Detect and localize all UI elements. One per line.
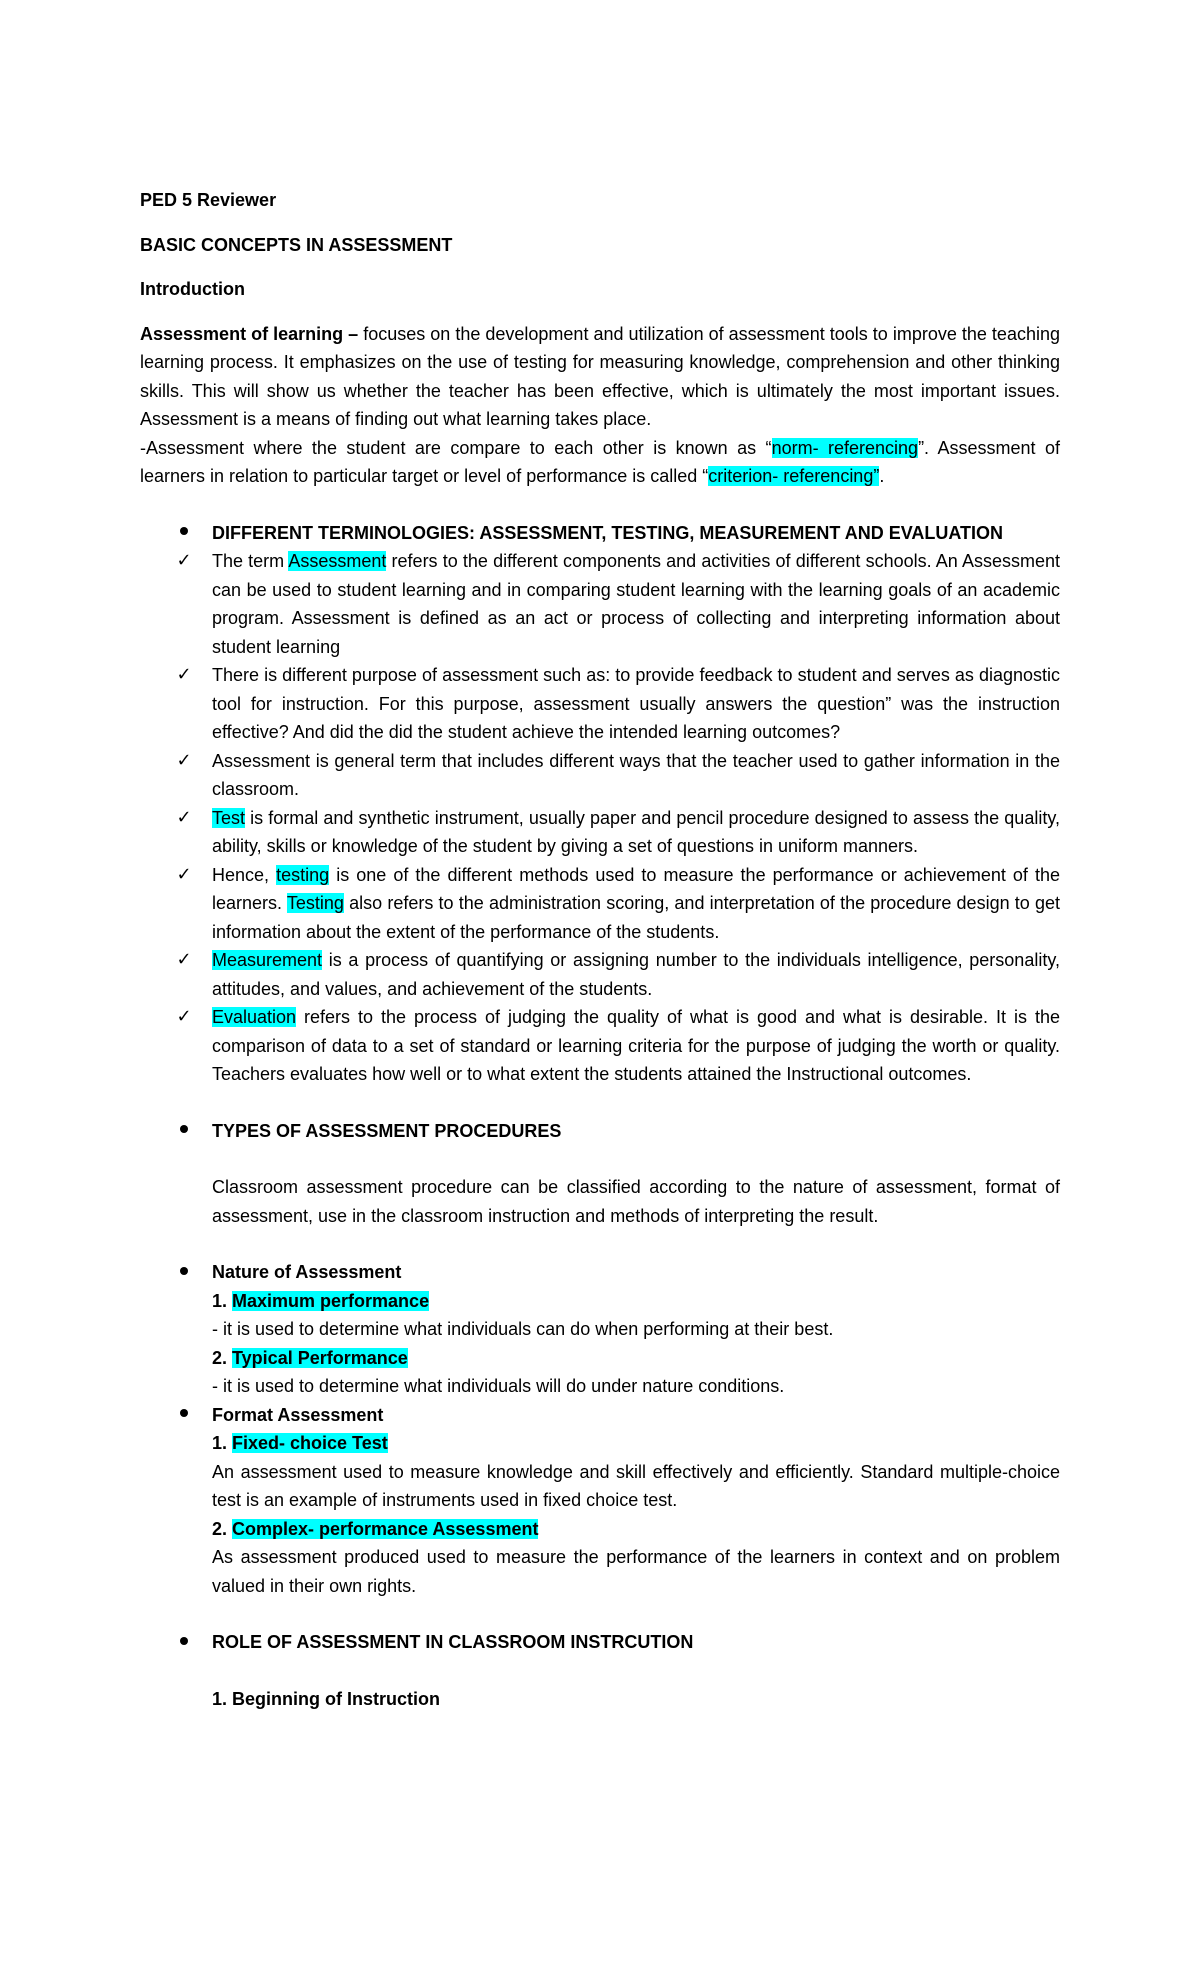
item-number: 1.	[212, 1290, 233, 1311]
nature-title: Nature of Assessment	[212, 1262, 402, 1282]
assessment-highlight: Assessment	[288, 551, 387, 571]
test-highlight: Test	[212, 807, 246, 828]
item-text: - it is used to determine what individuals can do when performing at their best.	[212, 1319, 834, 1339]
item-text: is one of the different methods used to measure the performance or achievement of the learners.	[212, 864, 1060, 913]
section-title: ROLE OF ASSESSMENT IN CLASSROOM INSTRCUTION	[212, 1632, 694, 1652]
norm-referencing-highlight: norm- referencing	[771, 437, 919, 458]
beginning-of-instruction: 1. Beginning of Instruction	[212, 1688, 440, 1709]
ref-text-3: .	[879, 466, 885, 486]
fixed-choice-highlight: Fixed- choice Test	[232, 1433, 388, 1453]
section-title: DIFFERENT TERMINOLOGIES: ASSESSMENT, TESTING, MEASUREMENT AND EVALUATION	[212, 522, 1004, 543]
assessment-types-list	[140, 1258, 1060, 1600]
item-text: refers to the process of judging the quality of what is good and what is desirable. It is the comparison of data to a set of standard or learning criteria for the purpose of judging the worth or quality. Teachers evaluates how well or to what extent the students attained the Instructional outcomes.	[212, 1007, 1060, 1084]
typical-performance-highlight: Typical Performance	[232, 1347, 408, 1368]
item-text: There is different purpose of assessment such as: to provide feedback to student and serves as diagnostic tool for instruction. For this purpose, assessment usually answers the question” was the instruction effective? And did the did the student achieve the intended learning outcomes?	[212, 665, 1060, 742]
bullet-icon	[172, 519, 196, 548]
bullet-icon	[172, 1258, 196, 1287]
procedures-list	[140, 1117, 1060, 1146]
role-list	[140, 1628, 1060, 1657]
item-number: 2.	[212, 1347, 233, 1368]
maximum-performance-highlight: Maximum performance	[232, 1290, 430, 1311]
nature-of-assessment	[140, 1258, 1060, 1401]
document-title: PED 5 Reviewer	[140, 190, 277, 210]
bullet-icon	[172, 1117, 196, 1146]
item-text: - it is used to determine what individuals will do under nature conditions.	[212, 1376, 785, 1396]
checkmark-icon: ✓	[176, 749, 192, 771]
bullet-icon	[172, 1401, 196, 1430]
checkmark-icon: ✓	[176, 1006, 192, 1027]
ref-text-1: -Assessment where the student are compare to each other is known as “	[140, 437, 772, 458]
list-item	[140, 547, 1060, 661]
section-role-heading	[140, 1628, 1060, 1657]
item-text: is a process of quantifying or assigning number to the individuals intelligence, personality, attitudes, and values, and achievement of the students.	[212, 950, 1060, 999]
ref-text-2: ”. Assessment of learners in relation to particular target or level of performance is called “	[140, 437, 1060, 486]
section-procedures-heading	[140, 1117, 1060, 1146]
procedures-paragraph: Classroom assessment procedure can be classified according to the nature of assessment, format of assessment, use in the classroom instruction and methods of interpreting the result.	[212, 1177, 1060, 1226]
list-item	[140, 747, 1060, 804]
referencing-paragraph	[140, 434, 1060, 491]
list-item	[140, 946, 1060, 1003]
item-text: Hence,	[212, 864, 277, 885]
item-number: 2.	[212, 1518, 233, 1539]
checkmark-icon: ✓	[176, 949, 192, 970]
checkmark-icon: ✓	[176, 863, 192, 885]
item-text: As assessment produced used to measure the performance of the learners in context and on problem valued in their own rights.	[212, 1547, 1060, 1596]
item-text: is formal and synthetic instrument, usually paper and pencil procedure designed to assess the quality, ability, skills or knowledge of the student by giving a set of questions in uniform manners.	[212, 807, 1060, 856]
testing-highlight: testing	[276, 864, 330, 885]
item-text: refers to the different components and activities of different schools. An Assessment can be used to student learning and in comparing student learning with the learning goals of an academic program. Assessment is defined as an act or process of collecting and interpreting information about student learning	[212, 551, 1060, 657]
list-item	[140, 661, 1060, 747]
checkmark-icon: ✓	[176, 806, 192, 828]
intro-label: Introduction	[140, 279, 245, 299]
measurement-highlight: Measurement	[212, 950, 323, 970]
item-text: also refers to the administration scoring, and interpretation of the procedure design to get information about the extent of the performance of the students.	[212, 893, 1060, 942]
item-text: The term	[212, 551, 289, 571]
intro-paragraph	[140, 320, 1060, 434]
checkmark-icon: ✓	[176, 664, 192, 685]
testing-highlight-2: Testing	[286, 893, 344, 913]
item-text: Assessment is general term that includes different ways that the teacher used to gather information in the classroom.	[212, 750, 1060, 799]
checkmark-icon: ✓	[176, 550, 192, 571]
complex-performance-highlight: Complex- performance Assessment	[232, 1518, 539, 1539]
evaluation-highlight: Evaluation	[212, 1007, 297, 1027]
format-title: Format Assessment	[212, 1404, 384, 1425]
terminologies-list	[140, 519, 1060, 1089]
list-item	[140, 1003, 1060, 1089]
bullet-icon	[172, 1628, 196, 1657]
section-terminologies-heading	[140, 519, 1060, 548]
criterion-referencing-highlight: criterion- referencing”	[708, 466, 880, 486]
list-item	[140, 804, 1060, 861]
format-assessment	[140, 1401, 1060, 1601]
list-item	[140, 861, 1060, 947]
document-heading: BASIC CONCEPTS IN ASSESSMENT	[140, 234, 453, 255]
item-text: An assessment used to measure knowledge and skill effectively and efficiently. Standard multiple-choice test is an example of instruments used in fixed choice test.	[212, 1461, 1060, 1510]
item-number: 1.	[212, 1433, 233, 1453]
section-title: TYPES OF ASSESSMENT PROCEDURES	[212, 1120, 562, 1141]
intro-term: Assessment of learning –	[140, 323, 359, 344]
intro-text: focuses on the development and utilization of assessment tools to improve the teaching learning process. It emphasizes on the use of testing for measuring knowledge, comprehension and other thinking skills. This will show us whether the teacher has been effective, which is ultimately the most important issues. Assessment is a means of finding out what learning takes place.	[140, 323, 1060, 429]
